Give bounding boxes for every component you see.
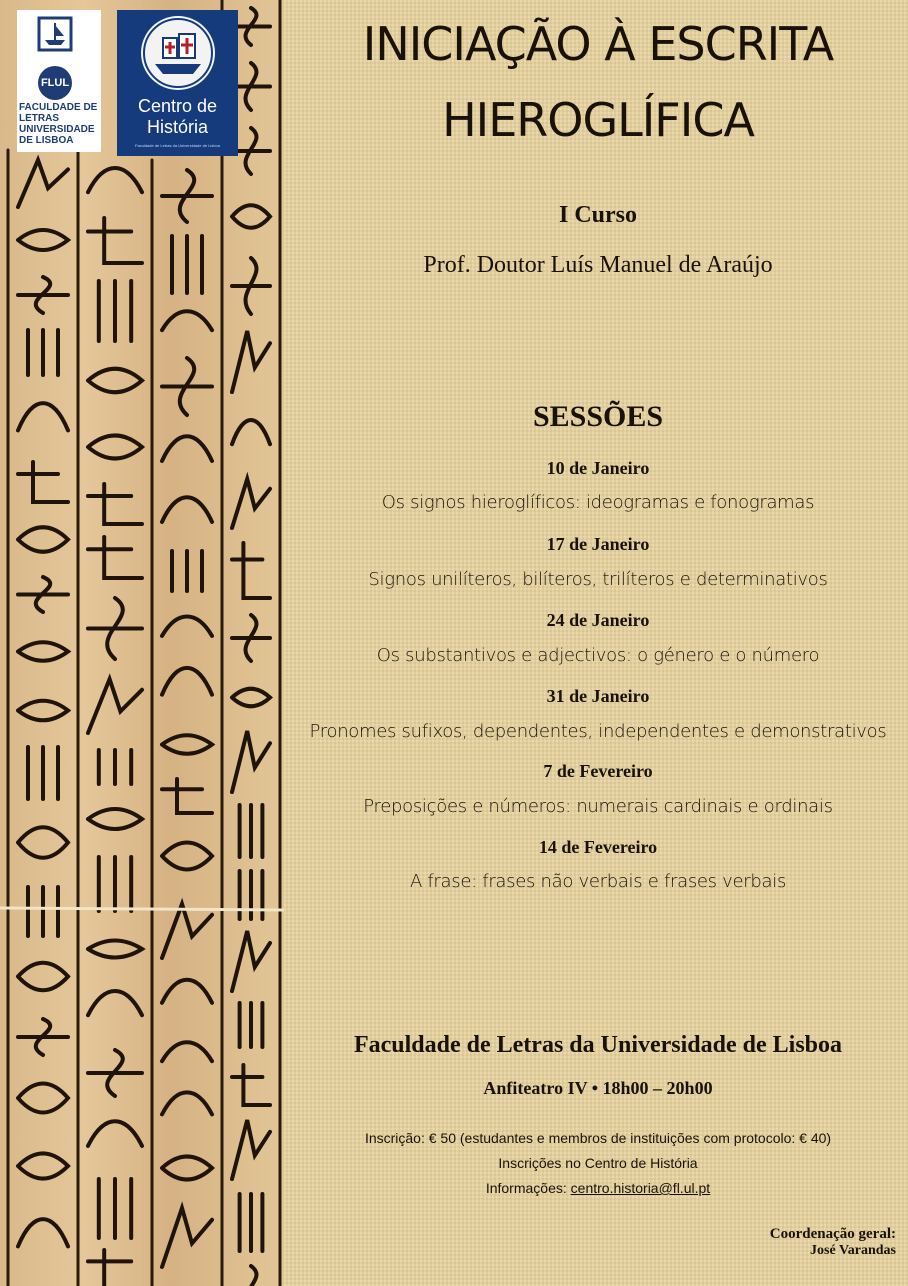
hieroglyph-stroke <box>232 931 270 991</box>
hieroglyph-stroke <box>162 779 212 813</box>
hieroglyph-stroke <box>99 281 131 341</box>
hieroglyph-stroke <box>88 941 142 958</box>
hieroglyph-stroke <box>162 1157 212 1180</box>
hieroglyph-stroke <box>99 1179 131 1238</box>
hieroglyph-stroke <box>18 701 68 721</box>
coordination-label: Coordenação geral: <box>769 1226 896 1242</box>
session-date: 17 de Janeiro <box>546 534 650 554</box>
hieroglyph-stroke <box>88 537 142 578</box>
coordination-name: José Varandas <box>810 1243 896 1258</box>
session-date: 31 de Janeiro <box>546 686 650 706</box>
registration-location: Inscrições no Centro de História <box>498 1155 698 1171</box>
hieroglyph-stroke <box>88 436 142 459</box>
hieroglyph-stroke <box>162 843 212 870</box>
hieroglyph-stroke <box>232 731 270 792</box>
hieroglyph-stroke <box>88 679 142 733</box>
hieroglyph-stroke <box>162 1092 212 1114</box>
hieroglyph-stroke <box>99 750 131 784</box>
hieroglyph-stroke <box>232 689 270 707</box>
hieroglyph-stroke <box>18 1084 68 1113</box>
hieroglyph-stroke <box>28 330 58 375</box>
session-date: 24 de Janeiro <box>546 610 650 630</box>
hieroglyph-stroke <box>18 1219 68 1246</box>
centro-historia-subtitle: Faculdade de Letras da Universidade de Lisboa <box>135 143 220 148</box>
hieroglyph-stroke <box>172 236 202 293</box>
hieroglyph-stroke <box>240 1194 263 1251</box>
hieroglyph-stroke <box>88 484 142 524</box>
flul-abbrev: FLUL <box>38 66 72 100</box>
hieroglyph-stroke <box>18 1154 68 1179</box>
hieroglyph-stroke <box>232 205 270 228</box>
hieroglyph-stroke <box>162 170 212 222</box>
hieroglyph-stroke <box>162 358 212 415</box>
professor-name: Prof. Doutor Luís Manuel de Araújo <box>423 252 773 278</box>
session-topic: Signos unilíteros, bilíteros, trilíteros e determinativos <box>368 569 828 590</box>
session-topic: Pronomes sufixos, dependentes, independentes e demonstrativos <box>309 721 887 742</box>
hieroglyph-stroke <box>162 735 212 754</box>
centro-historia-title: Centro de História <box>137 96 218 137</box>
hieroglyph-stroke <box>18 230 68 250</box>
title-line-2: HIEROGLÍFICA <box>442 93 754 147</box>
hieroglyph-stroke <box>162 904 212 958</box>
venue-time: Anfiteatro IV • 18h00 – 20h00 <box>483 1078 713 1098</box>
flul-name: FACULDADE DE LETRAS UNIVERSIDADE DE LISBOA <box>19 102 98 146</box>
caravel-emblem-icon <box>141 16 215 90</box>
hieroglyph-stroke <box>232 420 270 444</box>
hieroglyph-stroke <box>240 805 263 857</box>
hieroglyph-stroke <box>232 1266 270 1286</box>
hieroglyph-stroke <box>162 980 212 1003</box>
faculty-name: Faculdade de Letras da Universidade de Lisboa <box>353 1032 843 1058</box>
hieroglyph-stroke <box>162 311 212 330</box>
course-label: I Curso <box>558 202 637 228</box>
hieroglyph-stroke <box>88 809 142 829</box>
hieroglyph-stroke <box>88 991 142 1015</box>
hieroglyph-stroke <box>232 615 270 661</box>
hieroglyph-stroke <box>88 168 142 192</box>
hieroglyph-stroke <box>240 871 263 919</box>
ship-icon <box>35 14 75 54</box>
hieroglyph-stroke <box>88 218 142 263</box>
hieroglyph-stroke <box>88 1050 142 1096</box>
info-email-link[interactable]: centro.historia@fl.ul.pt <box>570 1180 711 1196</box>
info-label: Informações: <box>485 1180 571 1196</box>
hieroglyph-stroke <box>18 277 68 313</box>
hieroglyph-stroke <box>18 527 68 552</box>
session-date: 7 de Fevereiro <box>543 761 653 781</box>
session-date: 10 de Janeiro <box>546 458 650 478</box>
hieroglyph-stroke <box>88 1121 142 1146</box>
hieroglyph-stroke <box>18 827 68 858</box>
hieroglyph-stroke <box>18 642 68 661</box>
hieroglyph-stroke <box>88 369 142 393</box>
hieroglyph-stroke <box>162 1208 212 1267</box>
hieroglyph-papyrus-image <box>0 0 284 1286</box>
session-topic: A frase: frases não verbais e frases verbais <box>409 871 787 892</box>
hieroglyph-stroke <box>18 462 68 502</box>
hieroglyph-stroke <box>18 963 68 991</box>
hieroglyph-stroke <box>28 887 58 936</box>
coordination <box>770 1226 896 1259</box>
hieroglyph-stroke <box>232 479 270 528</box>
hieroglyph-stroke <box>88 1250 142 1286</box>
hieroglyph-stroke <box>232 1120 270 1179</box>
hieroglyph-stroke <box>18 1019 68 1055</box>
hieroglyph-stroke <box>18 160 68 207</box>
session-topic: Os substantivos e adjectivos: o género e o número <box>376 645 820 666</box>
hieroglyph-stroke <box>162 616 212 635</box>
hieroglyph-stroke <box>18 577 68 612</box>
session-topic: Preposições e números: numerais cardinais e ordinais <box>363 796 833 817</box>
hieroglyph-stroke <box>162 436 212 461</box>
hieroglyph-stroke <box>18 403 68 430</box>
flul-logo <box>17 10 101 152</box>
hieroglyph-stroke <box>232 1065 270 1105</box>
hieroglyph-stroke <box>172 551 202 591</box>
hieroglyph-stroke <box>232 258 270 314</box>
hieroglyph-stroke <box>28 747 58 799</box>
title-line-1: INICIAÇÃO À ESCRITA <box>362 17 834 71</box>
session-date: 14 de Fevereiro <box>538 837 658 857</box>
sessions-heading: SESSÕES <box>532 400 664 433</box>
hieroglyph-stroke <box>162 497 212 522</box>
hieroglyph-stroke <box>240 1003 263 1047</box>
hieroglyph-stroke <box>232 331 270 392</box>
hieroglyph-stroke <box>88 598 142 659</box>
centro-historia-logo <box>117 10 238 156</box>
registration-fee: Inscrição: € 50 (estudantes e membros de instituições com protocolo: € 40) <box>364 1130 832 1146</box>
hieroglyph-stroke <box>162 1042 212 1061</box>
hieroglyph-columns-icon <box>0 0 284 1286</box>
info-line <box>292 1180 904 1196</box>
hieroglyph-stroke <box>232 543 270 598</box>
session-topic: Os signos hieroglíficos: ideogramas e fonogramas <box>381 492 815 513</box>
hieroglyph-stroke <box>99 857 131 911</box>
hieroglyph-stroke <box>162 668 212 695</box>
